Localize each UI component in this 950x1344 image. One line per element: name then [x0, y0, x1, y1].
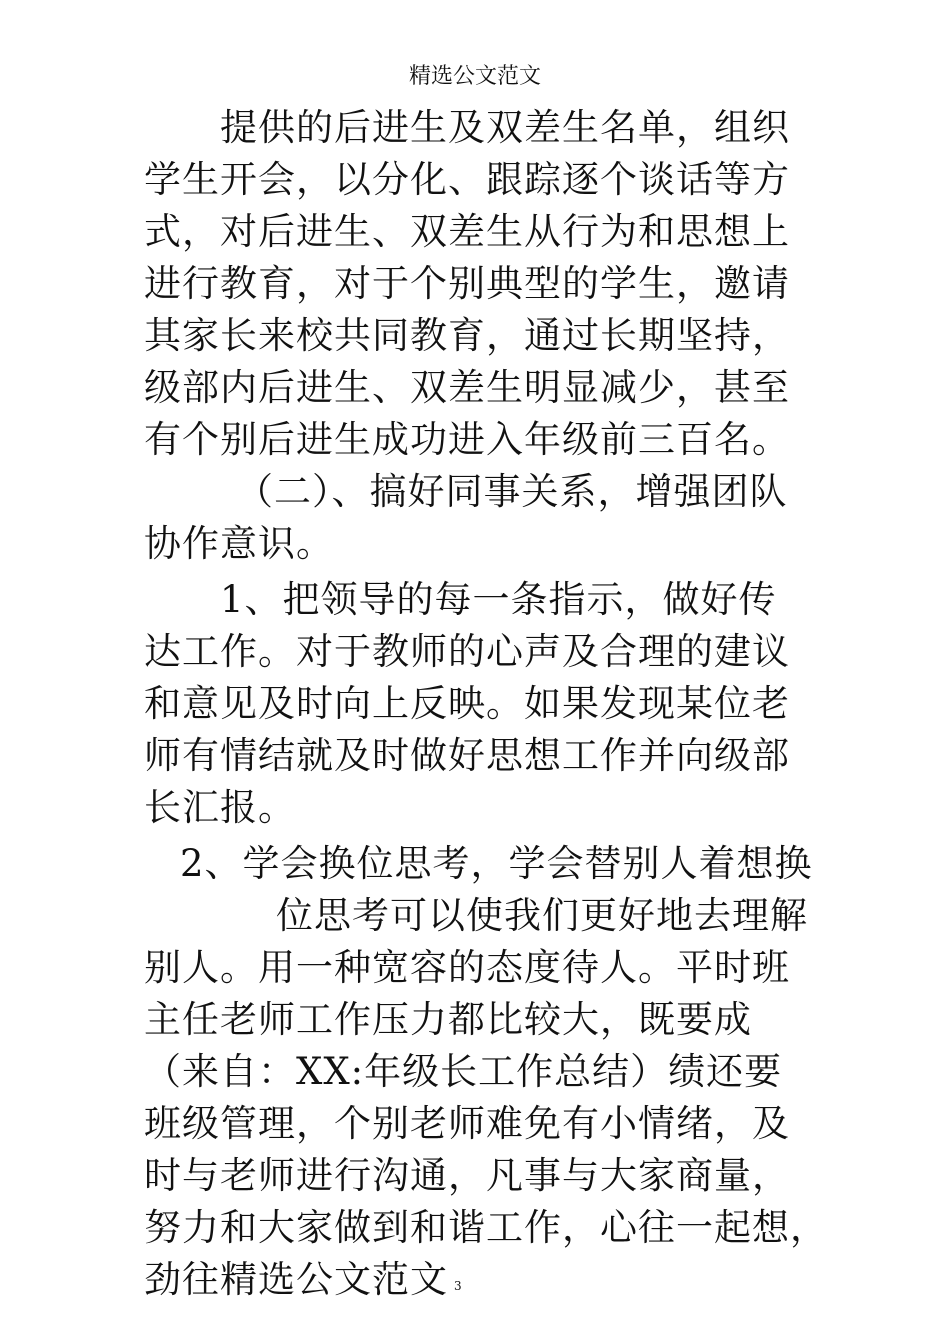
text-line: 长汇报。	[144, 786, 296, 829]
text-line: 其家长来校共同教育，通过长期坚持，	[144, 314, 790, 357]
page-number: 3	[454, 1279, 463, 1293]
section-heading: （二）、搞好同事关系，增强团队	[236, 470, 788, 513]
text-line: 劲往精选公文范文	[144, 1258, 448, 1301]
text-line: 达工作。对于教师的心声及合理的建议	[144, 630, 790, 673]
text-line: 和意见及时向上反映。如果发现某位老	[144, 682, 790, 725]
text-line: 师有情结就及时做好思想工作并向级部	[144, 734, 790, 777]
text-line: 学生开会，以分化、跟踪逐个谈话等方	[144, 158, 790, 201]
text-line: 班级管理，个别老师难免有小情绪，及	[144, 1102, 790, 1145]
page-header: 精选公文范文	[408, 64, 541, 89]
text-line: 1、把领导的每一条指示，做好传	[220, 578, 777, 621]
text-line: 努力和大家做到和谐工作，心往一起想，	[144, 1206, 828, 1249]
text-line: （来自：XX:年级长工作总结）绩还要	[144, 1050, 783, 1093]
text-line: 级部内后进生、双差生明显减少，甚至	[144, 366, 790, 409]
text-line: 2、学会换位思考，学会替别人着想换	[180, 842, 813, 885]
text-line: 主任老师工作压力都比较大，既要成	[144, 998, 752, 1041]
section-heading-cont: 协作意识。	[144, 522, 334, 565]
text-line: 提供的后进生及双差生名单，组织	[220, 106, 790, 149]
text-line: 别人。用一种宽容的态度待人。平时班	[144, 946, 790, 989]
text-line: 进行教育，对于个别典型的学生，邀请	[144, 262, 790, 305]
last-line	[144, 1254, 834, 1306]
text-line: 位思考可以使我们更好地去理解	[276, 894, 808, 937]
text-line: 式，对后进生、双差生从行为和思想上	[144, 210, 790, 253]
document-body	[144, 102, 834, 1306]
text-line: 时与老师进行沟通，凡事与大家商量，	[144, 1154, 790, 1197]
text-line: 有个别后进生成功进入年级前三百名。	[144, 418, 790, 461]
